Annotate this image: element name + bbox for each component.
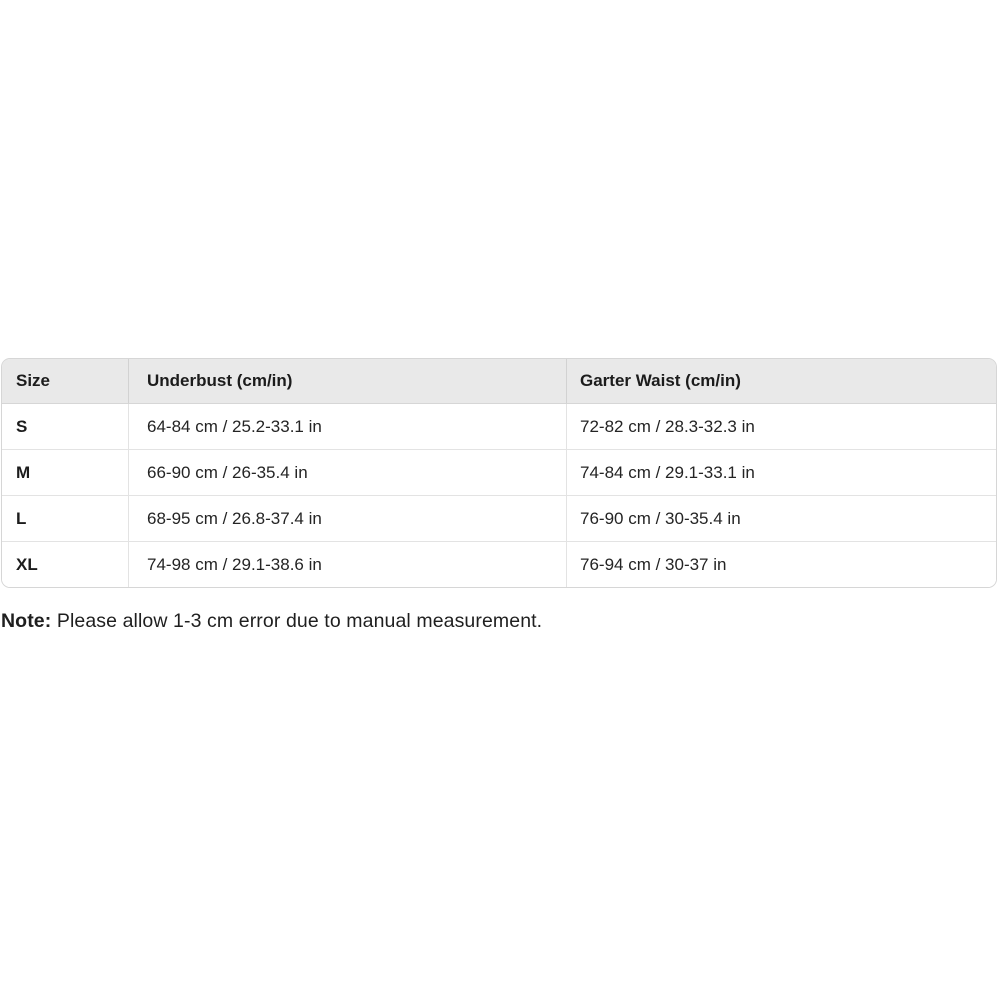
note-label: Note: [1, 610, 52, 632]
table-row [2, 542, 996, 587]
table-body [2, 404, 996, 587]
underbust-cell: 74-98 cm / 29.1-38.6 in [128, 542, 566, 587]
header-row [2, 359, 996, 404]
table-header [2, 359, 996, 404]
garter-waist-cell: 76-94 cm / 30-37 in [566, 542, 996, 587]
garter-waist-cell: 76-90 cm / 30-35.4 in [566, 496, 996, 542]
underbust-cell: 64-84 cm / 25.2-33.1 in [128, 404, 566, 450]
garter-waist-cell: 74-84 cm / 29.1-33.1 in [566, 450, 996, 496]
underbust-cell: 68-95 cm / 26.8-37.4 in [128, 496, 566, 542]
size-chart-table-container [1, 358, 997, 588]
size-cell: L [2, 496, 128, 542]
garter-waist-cell: 72-82 cm / 28.3-32.3 in [566, 404, 996, 450]
column-header-garter-waist: Garter Waist (cm/in) [566, 359, 996, 404]
size-cell: S [2, 404, 128, 450]
column-header-size: Size [2, 359, 128, 404]
size-chart-table [2, 359, 996, 587]
column-header-underbust: Underbust (cm/in) [128, 359, 566, 404]
table-row [2, 450, 996, 496]
note-text: Please allow 1-3 cm error due to manual measurement. [51, 610, 543, 632]
table-row [2, 496, 996, 542]
size-cell: XL [2, 542, 128, 587]
underbust-cell: 66-90 cm / 26-35.4 in [128, 450, 566, 496]
size-cell: M [2, 450, 128, 496]
measurement-note [1, 610, 542, 633]
table-row [2, 404, 996, 450]
